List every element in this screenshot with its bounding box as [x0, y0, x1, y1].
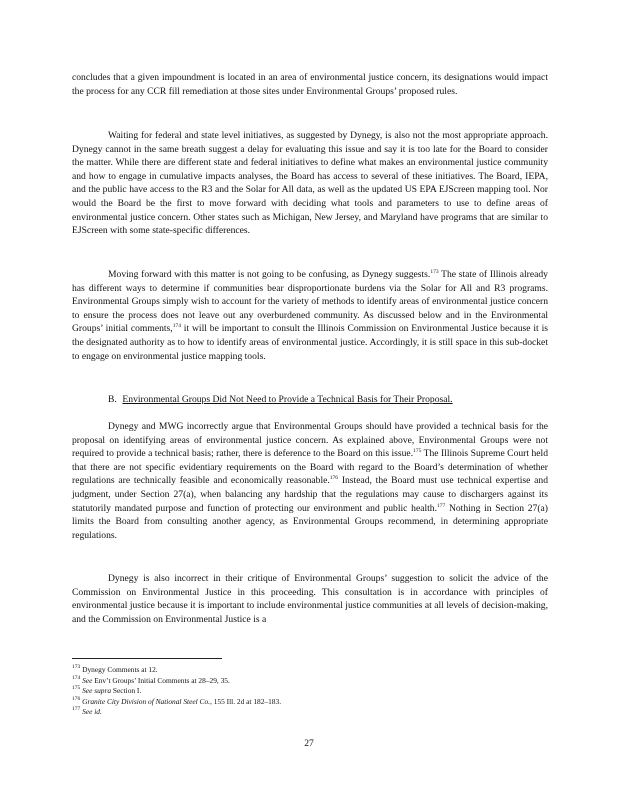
- paragraph-1: concludes that a given impoundment is located in an area of environmental justice concern, its designations would impact the process for any CCR fill remediation at those sites under Environmental Groups’ proposed rules.: [72, 72, 548, 97]
- footnote-number: 174: [72, 674, 81, 681]
- section-letter: B.: [108, 394, 117, 405]
- paragraph-5: Dynegy is also incorrect in their critique of Environmental Groups’ suggestion to solicit the advice of the Commission on Environmental Justice in this proceeding. This consultation is in accordance with principles of environmental justice because it is important to include environmental justice communities at all levels of decision-making, and the Commission on Environmental Justice is a: [72, 573, 548, 625]
- footnote-number: 177: [72, 706, 81, 713]
- footnote-177: [72, 707, 548, 718]
- footnote-text: Section I.: [111, 686, 142, 696]
- paragraph-3-part-b: The state of Illinois already has different ways to determine if communities bear disproportionate burdens via the Solar for All and R3 programs. Environmental Groups simply wish to account for the variety of methods to identify areas of environmental justice concern to ensure the process does not leave out any overburdened community. As discussed below and in the Environmental Groups’ initial comments,: [72, 269, 548, 335]
- footnote-number: 175: [72, 685, 81, 692]
- paragraph-3-part-c: it will be important to consult the Illinois Commission on Environmental Justice because it is the designated authority as to how to identify areas of environmental justice. Accordingly, it is still space in this sub-docket to engage on environmental justice mapping tools.: [72, 323, 548, 362]
- footnote-ref-173[interactable]: 173: [430, 269, 439, 275]
- paragraph-2: Waiting for federal and state level initiatives, as suggested by Dynegy, is also not the most appropriate approach. Dynegy cannot in the same breath suggest a delay for evaluating this issue and say it is too late for the Board to consider the matter. While there are different state and federal initiatives to define what makes an environmental justice community and how to engage in cumulative impacts analyses, the Board has access to several of these initiatives. The Board, IEPA, and the public have access to the R3 and the Solar for All data, as well as the updated US EPA EJScreen mapping tool. Nor would the Board be the first to move forward with deciding what tools and parameters to use to define areas of environmental justice concern. Other states such as Michigan, New Jersey, and Maryland have programs that are similar to EJScreen with some state-specific differences.: [72, 130, 548, 237]
- footnotes: [72, 665, 548, 718]
- paragraph-4-part-a: Dynegy and MWG incorrectly argue that Environmental Groups should have provided a technical basis for the proposal on identifying areas of environmental justice concern. As explained above, Environmental Groups were not required to provide a technical basis; rather, there is deference to the Board on this issue.: [72, 421, 548, 460]
- paragraph-5-block: [72, 572, 548, 626]
- paragraph-4-part-c: Instead, the Board must use technical expertise and judgment, under Section 27(a), when balancing any hardship that the regulations may cause to dischargers against its statutorily mandated purpose and function of protecting our environment and public health.: [72, 475, 548, 514]
- paragraph-4-part-b: The Illinois Supreme Court held that there are not specific evidentiary requirements on the Board with regard to the Board’s determination of whether regulations are technically feasible and economically reasonable.: [72, 448, 548, 487]
- footnote-number: 173: [72, 664, 81, 670]
- paragraph-3-block: [72, 268, 548, 363]
- section-title: Environmental Groups Did Not Need to Provide a Technical Basis for Their Proposal.: [122, 394, 453, 405]
- footnote-ref-174[interactable]: 174: [172, 323, 181, 330]
- paragraph-3-part-a: Moving forward with this matter is not going to be confusing, as Dynegy suggests.: [108, 269, 431, 280]
- paragraph-4-block: [72, 420, 548, 542]
- footnote-175: [72, 686, 548, 697]
- footnote-text: , 155 Ill. 2d at 182–183.: [210, 696, 282, 706]
- paragraph-3: [72, 268, 548, 363]
- footnote-173: [72, 665, 548, 676]
- footnote-separator: [72, 658, 222, 659]
- footnote-text: Env’t Groups’ Initial Comments at 28–29, 35.: [92, 675, 230, 685]
- footnote-174: [72, 676, 548, 687]
- footnote-case-name: Granite City Division of National Steel Co.: [82, 696, 211, 706]
- footnote-ref-177[interactable]: 177: [436, 502, 446, 509]
- footnote-text: Dynegy Comments at 12.: [82, 665, 158, 674]
- footnote-signal: See: [82, 675, 93, 685]
- page-number: 27: [304, 738, 314, 749]
- footnote-176: [72, 697, 548, 708]
- footnote-signal: See id.: [82, 707, 102, 717]
- footnote-number: 176: [72, 695, 81, 702]
- paragraph-4: [72, 420, 548, 542]
- paragraph-2-block: [72, 129, 548, 238]
- footnote-signal: See supra: [82, 686, 112, 696]
- section-heading: [108, 393, 548, 407]
- paragraph-continued: [72, 71, 548, 98]
- footnote-ref-176[interactable]: 176: [329, 475, 339, 482]
- footnote-ref-175[interactable]: 175: [413, 448, 422, 455]
- paragraph-4-part-d: Nothing in Section 27(a) limits the Board from consulting another agency, as Environmental Groups recommend, in determining appropriate regulations.: [72, 502, 548, 541]
